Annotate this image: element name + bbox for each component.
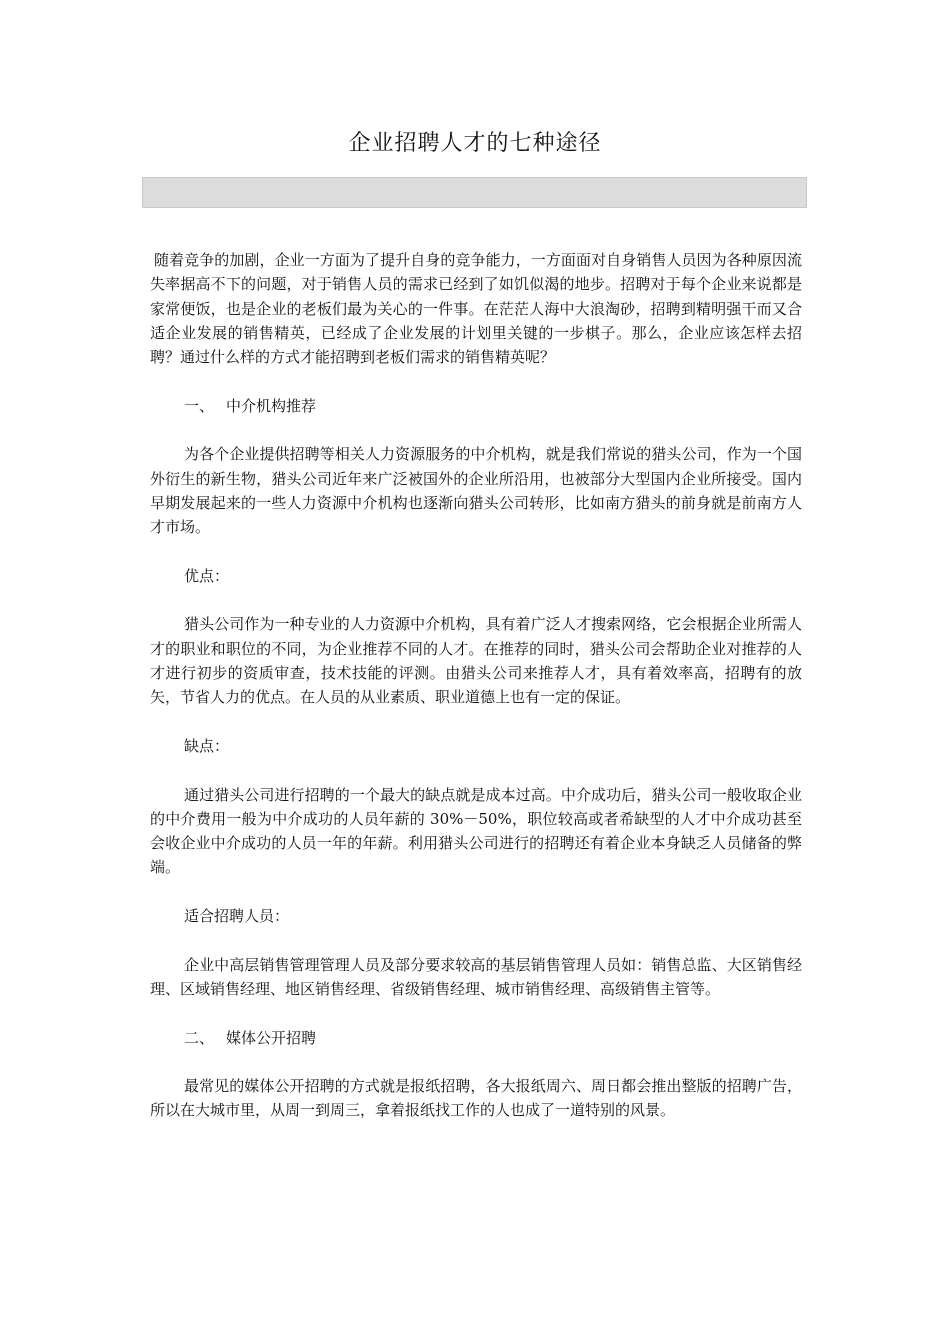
gray-banner-bar xyxy=(142,177,807,208)
pros-label: 优点： xyxy=(184,566,230,585)
intro-paragraph: 随着竞争的加剧，企业一方面为了提升自身的竞争能力，一方面面对自身销售人员因为各种原因流失率据高不下的问题，对于销售人员的需求已经到了如饥似渴的地步。招聘对于每个企业来说都是家常便饭，也是企业的老板们最为关心的一件事。在茫茫人海中大浪淘砂，招聘到精明强干而又合适企业发展的销售精英，已经成了企业发展的计划里关键的一步棋子。那么，企业应该怎样去招聘？通过什么样的方式才能招聘到老板们需求的销售精英呢？ xyxy=(150,251,802,367)
section-1-heading xyxy=(150,394,802,418)
section-2-title: 媒体公开招聘 xyxy=(226,1028,317,1047)
section-1-description: 为各个企业提供招聘等相关人力资源服务的中介机构，就是我们常说的猎头公司，作为一个国外衍生的新生物，猎头公司近年来广泛被国外的企业所沿用，也被部分大型国内企业所接受。国内早期发展起来的一些人力资源中介机构也逐渐向猎头公司转形，比如南方猎头的前身就是前南方人才市场。 xyxy=(150,445,802,537)
section-1-number: 一、 xyxy=(184,396,215,415)
section-2-number: 二、 xyxy=(184,1028,215,1047)
suitable-label: 适合招聘人员： xyxy=(184,907,290,926)
section-2-description: 最常见的媒体公开招聘的方式就是报纸招聘，各大报纸周六、周日都会推出整版的招聘广告，所以在大城市里，从周一到周三，拿着报纸找工作的人也成了一道特别的风景。 xyxy=(150,1077,802,1120)
cons-paragraph: 通过猎头公司进行招聘的一个最大的缺点就是成本过高。中介成功后，猎头公司一般收取企业的中介费用一般为中介成功的人员年薪的 30%－50%，职位较高或者希缺型的人才中介成功甚至会收企业中介成功的人员一年的年薪。利用猎头公司进行的招聘还有着企业本身缺乏人员储备的弊端。 xyxy=(150,785,802,877)
pros-paragraph: 猎头公司作为一种专业的人力资源中介机构，具有着广泛人才搜索网络，它会根据企业所需人才的职业和职位的不同，为企业推荐不同的人才。在推荐的同时，猎头公司会帮助企业对推荐的人才进行初步的资质审查，技术技能的评测。由猎头公司来推荐人才，具有着效率高，招聘有的放矢，节省人力的优点。在人员的从业素质、职业道德上也有一定的保证。 xyxy=(150,615,802,707)
document-body xyxy=(150,248,802,1147)
cons-label: 缺点： xyxy=(184,736,230,755)
suitable-paragraph: 企业中高层销售管理管理人员及部分要求较高的基层销售管理人员如：销售总监、大区销售经理、区域销售经理、地区销售经理、省级销售经理、城市销售经理、高级销售主管等。 xyxy=(150,955,802,998)
section-1-title: 中介机构推荐 xyxy=(226,396,317,415)
section-2-heading xyxy=(150,1026,802,1050)
document-title: 企业招聘人才的七种途径 xyxy=(348,131,602,156)
